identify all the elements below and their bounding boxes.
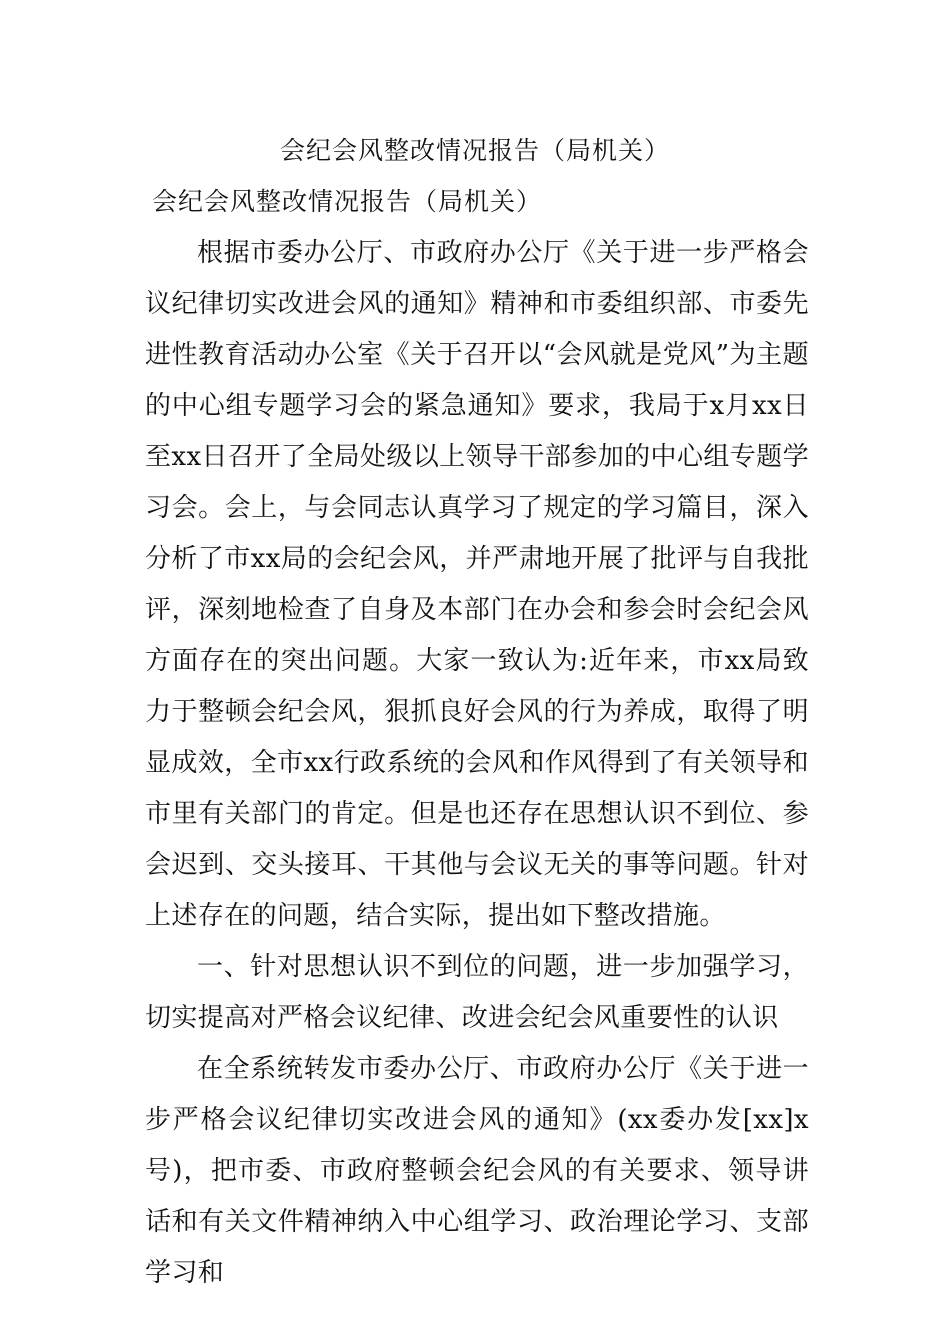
body-paragraph-intro: 根据市委办公厅、市政府办公厅《关于进一步严格会议纪律切实改进会风的通知》精神和市委组织部、市委先进性教育活动办公室《关于召开以“会风就是党风”为主题的中心组专题学习会的紧急通知》要求，我局于x月xx日至xx日召开了全局处级以上领导干部参加的中心组专题学习会。会上，与会同志认真学习了规定的学习篇目，深入分析了市xx局的会纪会风，并严肃地开展了批评与自我批评，深刻地检查了自身及本部门在办会和参会时会纪会风方面存在的突出问题。大家一致认为:近年来，市xx局致力于整顿会纪会风，狠抓良好会风的行为养成，取得了明显成效，全市xx行政系统的会风和作风得到了有关领导和市里有关部门的肯定。但是也还存在思想认识不到位、参会迟到、交头接耳、干其他与会议无关的事等问题。针对上述存在的问题，结合实际，提出如下整改措施。	[145, 238, 809, 931]
document-subtitle: 会纪会风整改情况报告（局机关）	[152, 187, 543, 216]
document-title: 会纪会风整改情况报告（局机关）	[279, 136, 670, 165]
body-paragraph-section-1: 在全系统转发市委办公厅、市政府办公厅《关于进一步严格会议纪律切实改进会风的通知》(xx委办发[xx]x号)，把市委、市政府整顿会纪会风的有关要求、领导讲话和有关文件精神纳入中心组学习、政治理论学习、支部学习和	[145, 1054, 809, 1288]
document-body	[145, 228, 809, 1299]
section-heading-1: 一、针对思想认识不到位的问题，进一步加强学习，切实提高对严格会议纪律、改进会纪会风重要性的认识	[145, 952, 809, 1033]
